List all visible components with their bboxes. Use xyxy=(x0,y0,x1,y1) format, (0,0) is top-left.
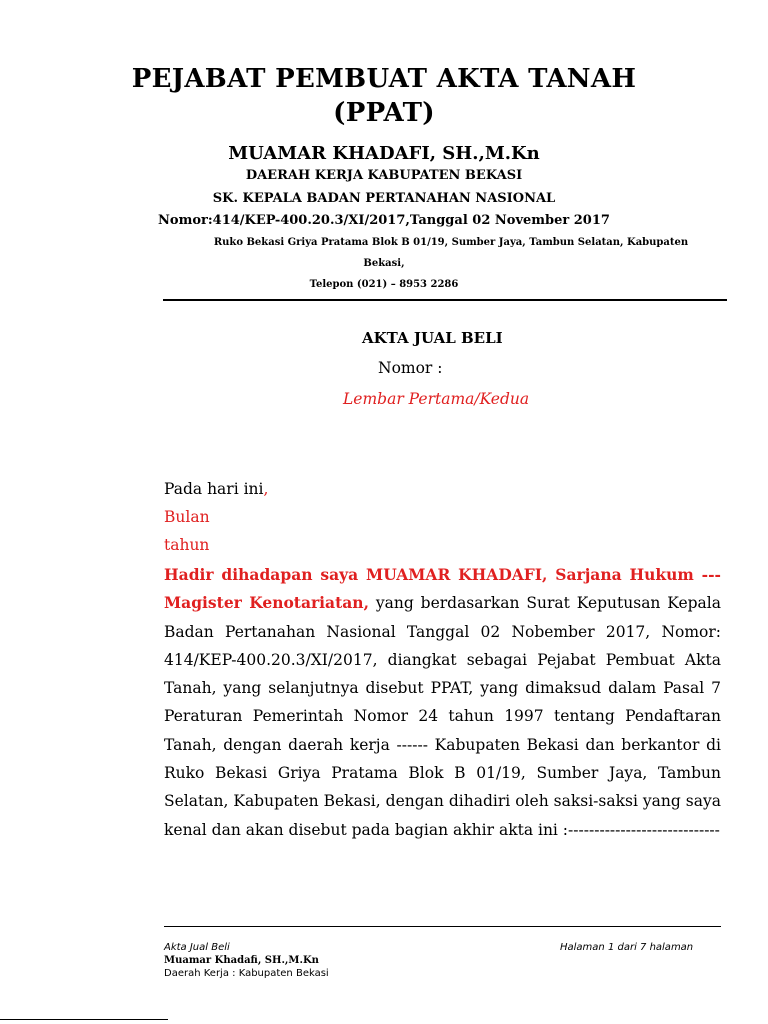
official-name: MUAMAR KHADAFI, SH.,M.Kn xyxy=(228,143,540,164)
decree-issuer: SK. KEPALA BADAN PERTANAHAN NASIONAL xyxy=(212,191,556,206)
office-address-cont: Bekasi, xyxy=(363,258,405,269)
footer-work-area: Daerah Kerja : Kabupaten Bekasi xyxy=(164,968,329,979)
office-address: Ruko Bekasi Griya Pratama Blok B 01/19, Sumber Jaya, Tambun Selatan, Kabupaten xyxy=(213,237,689,248)
deed-title: AKTA JUAL BELI xyxy=(362,329,503,347)
day-label: Pada hari ini xyxy=(164,480,264,498)
footer-page-number: Halaman 1 dari 7 halaman xyxy=(560,942,694,953)
date-day-line xyxy=(164,480,268,498)
copy-indicator: Lembar Pertama/Kedua xyxy=(343,390,530,408)
office-title-abbrev: (PPAT) xyxy=(333,98,435,128)
appointment-text: yang berdasarkan Surat Keputusan Kepala Badan Pertanahan Nasional Tanggal 02 Nobember 2017, Nomor: 414/KEP-400.20.3/XI/2017, diangkat sebagai Pejabat Pembuat Akta Tanah, yang selanjutnya disebut PPAT, yang dimaksud dalam Pasal 7 Peraturan Pemerintah Nomor 24 tahun 1997 tentang Pendaftaran Tanah, dengan daerah kerja ------ Kabupaten Bekasi dan berkantor di Ruko Bekasi Griya Pratama Blok B 01/19, Sumber Jaya, Tambun Selatan, Kabupaten Bekasi, dengan dihadiri oleh saksi-saksi yang saya kenal dan akan disebut pada bagian akhir akta ini :----------------------------- xyxy=(164,594,721,839)
month-label: Bulan xyxy=(164,508,210,526)
footnote-rule xyxy=(0,1019,168,1020)
day-separator: , xyxy=(263,480,269,498)
opening-paragraph xyxy=(164,561,721,844)
footer-doc-name: Akta Jual Beli xyxy=(164,942,230,953)
year-label: tahun xyxy=(164,536,210,554)
decree-number: Nomor:414/KEP-400.20.3/XI/2017,Tanggal 02 November 2017 xyxy=(158,213,610,228)
appearance-statement: Hadir dihadapan saya MUAMAR KHADAFI, Sarjana Hukum --- Magister Kenotariatan, xyxy=(164,565,721,613)
office-phone: Telepon (021) – 8953 2286 xyxy=(309,279,459,290)
footer-divider xyxy=(164,926,721,927)
header-divider xyxy=(163,299,727,301)
work-area: DAERAH KERJA KABUPATEN BEKASI xyxy=(245,168,523,183)
footer-official-name: Muamar Khadafi, SH.,M.Kn xyxy=(164,955,319,966)
deed-number-label: Nomor : xyxy=(378,359,443,377)
office-title: PEJABAT PEMBUAT AKTA TANAH xyxy=(131,64,637,94)
